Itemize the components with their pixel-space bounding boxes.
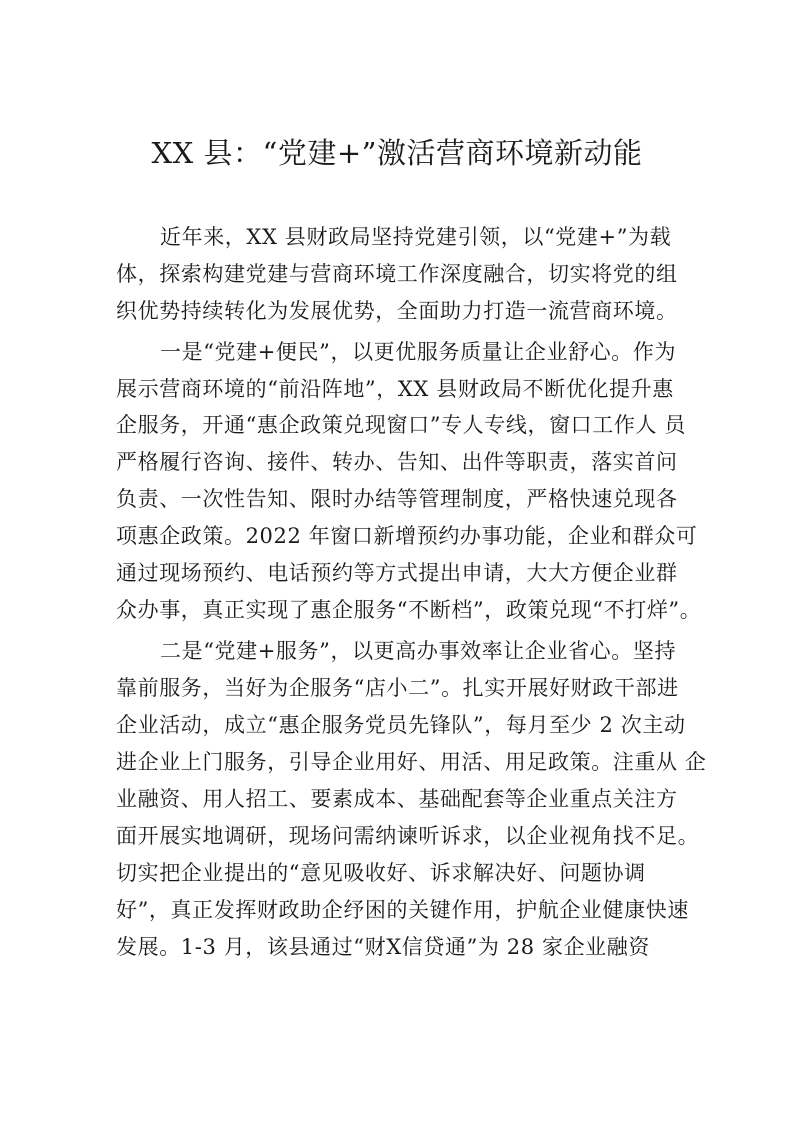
paragraph-3-line-9: 发展。1-3 月，该县通过“财X信贷通”为 28 家企业融资 — [116, 935, 650, 959]
paragraph-1-line-1: 近年来，XX 县财政局坚持党建引领，以“党建+”为载 — [160, 225, 672, 249]
paragraph-2-line-6: 项惠企政策。2022 年窗口新增预约办事功能，企业和群众可 — [116, 524, 698, 548]
paragraph-3-line-6: 面开展实地调研，现场问需纳谏听诉求，以企业视角找不足。 — [116, 824, 700, 848]
paragraph-3-line-5: 业融资、用人招工、要素成本、基础配套等企业重点关注方 — [116, 787, 678, 811]
paragraph-3-line-4: 进企业上门服务，引导企业用好、用活、用足政策。注重从 企 — [116, 750, 707, 774]
paragraph-3-line-2: 靠前服务，当好为企服务“店小二”。扎实开展好财政干部进 — [116, 676, 679, 700]
paragraph-1-line-3: 织优势持续转化为发展优势，全面助力打造一流营商环境。 — [116, 299, 678, 323]
paragraph-2-line-3: 企服务，开通“惠企政策兑现窗口”专人专线，窗口工作人 员 — [116, 413, 686, 437]
document-title: XX 县：“党建+”激活营商环境新动能 — [151, 136, 643, 170]
paragraph-2-line-8: 众办事，真正实现了惠企服务“不断档”，政策兑现“不打烊”。 — [116, 598, 702, 622]
paragraph-3-line-1: 二是“党建+服务”，以更高办事效率让企业省心。坚持 — [160, 639, 677, 663]
paragraph-3-line-7: 切实把企业提出的“意见吸收好、诉求解决好、问题协调 — [116, 861, 646, 885]
paragraph-2-line-5: 负责、一次性告知、限时办结等管理制度，严格快速兑现各 — [116, 487, 678, 511]
paragraph-3-line-3: 企业活动，成立“惠企服务党员先锋队”，每月至少 2 次主动 — [116, 713, 686, 737]
paragraph-1-line-2: 体，探索构建党建与营商环境工作深度融合，切实将党的组 — [116, 262, 678, 286]
paragraph-3-line-8: 好”，真正发挥财政助企纾困的关键作用，护航企业健康快速 — [116, 898, 689, 922]
paragraph-2-line-1: 一是“党建+便民”，以更优服务质量让企业舒心。作为 — [160, 340, 677, 364]
paragraph-2-line-2: 展示营商环境的“前沿阵地”，XX 县财政局不断优化提升惠 — [116, 377, 674, 401]
paragraph-2-line-7: 通过现场预约、电话预约等方式提出申请，大大方便企业群 — [116, 561, 678, 585]
paragraph-2-line-4: 严格履行咨询、接件、转办、告知、出件等职责，落实首问 — [116, 450, 678, 474]
